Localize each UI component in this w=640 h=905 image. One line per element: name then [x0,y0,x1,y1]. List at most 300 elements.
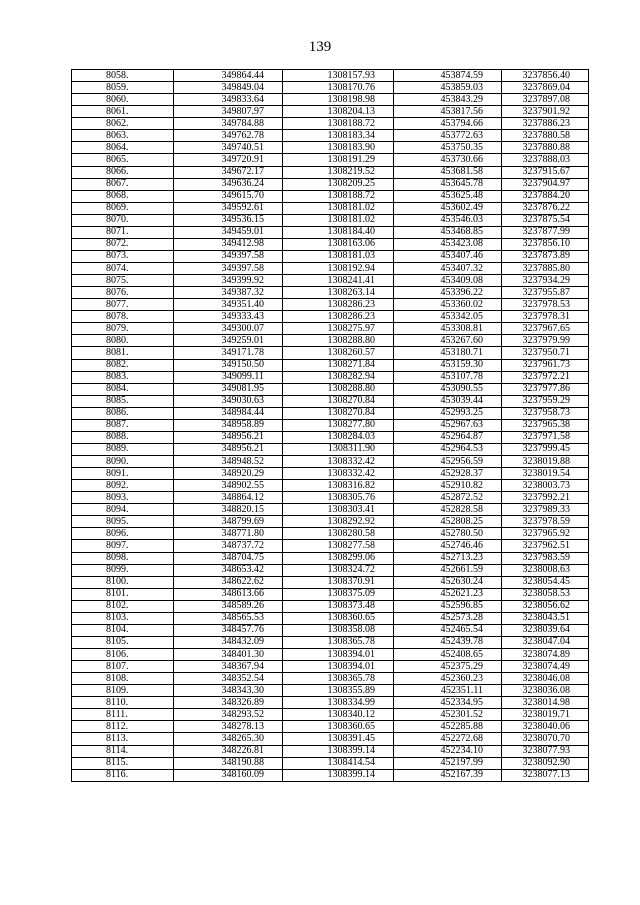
point-number-cell: 8083. [72,371,174,383]
coord-value-cell: 349784.88 [174,118,283,130]
table-row [72,299,589,311]
table-row [72,407,589,419]
point-number-cell: 8074. [72,263,174,275]
table-row [72,697,589,709]
coord-value-cell: 453602.49 [394,202,502,214]
coord-value-cell: 3237884.20 [502,190,589,202]
coord-value-cell: 348352.54 [174,673,283,685]
coord-value-cell: 1308286.23 [283,311,394,323]
point-number-cell: 8059. [72,82,174,94]
coord-value-cell: 349849.04 [174,82,283,94]
coord-value-cell: 349030.63 [174,395,283,407]
table-row [72,649,589,661]
coord-value-cell: 1308286.23 [283,299,394,311]
point-number-cell: 8102. [72,600,174,612]
coord-value-cell: 3237869.04 [502,82,589,94]
coord-value-cell: 452780.50 [394,528,502,540]
table-row [72,516,589,528]
coord-value-cell: 1308332.42 [283,456,394,468]
point-number-cell: 8108. [72,673,174,685]
coord-value-cell: 3238058.53 [502,588,589,600]
point-number-cell: 8110. [72,697,174,709]
table-row [72,588,589,600]
table-row [72,431,589,443]
coord-value-cell: 453817.56 [394,106,502,118]
coord-value-cell: 348190.88 [174,757,283,769]
table-row [72,142,589,154]
coord-value-cell: 3237978.31 [502,311,589,323]
coord-value-cell: 3238039.64 [502,624,589,636]
coord-value-cell: 452272.68 [394,733,502,745]
coord-value-cell: 1308184.40 [283,226,394,238]
point-number-cell: 8065. [72,154,174,166]
coord-value-cell: 348920.29 [174,468,283,480]
coord-value-cell: 452630.24 [394,576,502,588]
point-number-cell: 8066. [72,166,174,178]
coord-value-cell: 3237965.38 [502,419,589,431]
coord-value-cell: 1308288.80 [283,383,394,395]
coord-value-cell: 1308241.41 [283,275,394,287]
coord-value-cell: 1308334.99 [283,697,394,709]
point-number-cell: 8092. [72,480,174,492]
point-number-cell: 8081. [72,347,174,359]
coord-value-cell: 1308332.42 [283,468,394,480]
coord-value-cell: 452439.78 [394,636,502,648]
coord-value-cell: 349864.44 [174,70,283,82]
coord-value-cell: 3237955.87 [502,287,589,299]
coord-value-cell: 453407.32 [394,263,502,275]
coord-value-cell: 3237978.53 [502,299,589,311]
coord-value-cell: 3238047.04 [502,636,589,648]
table-row [72,250,589,262]
coord-value-cell: 349333.43 [174,311,283,323]
point-number-cell: 8113. [72,733,174,745]
table-row [72,685,589,697]
point-number-cell: 8071. [72,226,174,238]
coord-value-cell: 1308292.92 [283,516,394,528]
point-number-cell: 8067. [72,178,174,190]
point-number-cell: 8075. [72,275,174,287]
table-row [72,443,589,455]
point-number-cell: 8099. [72,564,174,576]
coord-value-cell: 1308394.01 [283,661,394,673]
point-number-cell: 8076. [72,287,174,299]
point-number-cell: 8069. [72,202,174,214]
coord-value-cell: 453874.59 [394,70,502,82]
coord-value-cell: 3238008.63 [502,564,589,576]
coord-value-cell: 3237983.59 [502,552,589,564]
table-row [72,287,589,299]
table-row [72,347,589,359]
coord-value-cell: 1308324.72 [283,564,394,576]
coord-value-cell: 3237989.33 [502,504,589,516]
coord-value-cell: 1308270.84 [283,407,394,419]
point-number-cell: 8098. [72,552,174,564]
coord-value-cell: 3237880.88 [502,142,589,154]
coord-value-cell: 349615.70 [174,190,283,202]
coord-value-cell: 452334.95 [394,697,502,709]
coord-value-cell: 349399.92 [174,275,283,287]
coord-value-cell: 1308157.93 [283,70,394,82]
coord-value-cell: 452808.25 [394,516,502,528]
coord-value-cell: 452713.23 [394,552,502,564]
coord-value-cell: 3237915.67 [502,166,589,178]
point-number-cell: 8061. [72,106,174,118]
coord-value-cell: 3238014.98 [502,697,589,709]
coord-value-cell: 3238070.70 [502,733,589,745]
coord-value-cell: 452964.87 [394,431,502,443]
coord-value-cell: 1308360.65 [283,721,394,733]
point-number-cell: 8094. [72,504,174,516]
coord-value-cell: 1308275.97 [283,323,394,335]
coord-value-cell: 453772.63 [394,130,502,142]
coord-value-cell: 1308316.82 [283,480,394,492]
coord-value-cell: 3237962.51 [502,540,589,552]
coord-value-cell: 3237885.80 [502,263,589,275]
coord-value-cell: 3237978.59 [502,516,589,528]
coord-value-cell: 453090.55 [394,383,502,395]
coord-value-cell: 3237886.23 [502,118,589,130]
coord-value-cell: 453267.60 [394,335,502,347]
coord-value-cell: 453468.85 [394,226,502,238]
coord-value-cell: 3237992.21 [502,492,589,504]
coord-value-cell: 3237856.40 [502,70,589,82]
table-row [72,576,589,588]
coord-value-cell: 453423.08 [394,238,502,250]
point-number-cell: 8078. [72,311,174,323]
coord-value-cell: 348457.76 [174,624,283,636]
point-number-cell: 8107. [72,661,174,673]
coord-value-cell: 453159.30 [394,359,502,371]
coord-value-cell: 1308181.02 [283,214,394,226]
table-row [72,359,589,371]
coord-value-cell: 453180.71 [394,347,502,359]
table-row [72,528,589,540]
coord-value-cell: 348343.30 [174,685,283,697]
point-number-cell: 8062. [72,118,174,130]
coord-value-cell: 349536.15 [174,214,283,226]
point-number-cell: 8109. [72,685,174,697]
coord-value-cell: 1308192.94 [283,263,394,275]
coord-value-cell: 349762.78 [174,130,283,142]
coord-value-cell: 349397.58 [174,250,283,262]
coord-value-cell: 453859.03 [394,82,502,94]
point-number-cell: 8060. [72,94,174,106]
table-row [72,624,589,636]
coord-value-cell: 3238019.54 [502,468,589,480]
coord-value-cell: 3238054.45 [502,576,589,588]
coord-value-cell: 453546.03 [394,214,502,226]
table-row [72,238,589,250]
coord-value-cell: 1308365.78 [283,636,394,648]
table-row [72,480,589,492]
coord-value-cell: 349807.97 [174,106,283,118]
coord-value-cell: 1308399.14 [283,769,394,781]
point-number-cell: 8063. [72,130,174,142]
page-number: 139 [308,39,332,55]
point-number-cell: 8068. [72,190,174,202]
point-number-cell: 8089. [72,443,174,455]
table-row [72,214,589,226]
coord-value-cell: 453843.29 [394,94,502,106]
table-row [72,383,589,395]
coord-value-cell: 453681.58 [394,166,502,178]
coord-value-cell: 1308181.02 [283,202,394,214]
table-row [72,552,589,564]
table-row [72,178,589,190]
table-row [72,82,589,94]
coord-value-cell: 349259.01 [174,335,283,347]
coord-value-cell: 1308365.78 [283,673,394,685]
table-row [72,311,589,323]
coord-value-cell: 452956.59 [394,456,502,468]
coord-value-cell: 453407.46 [394,250,502,262]
table-row [72,636,589,648]
table-row [72,226,589,238]
coord-value-cell: 453360.02 [394,299,502,311]
coord-value-cell: 452910.82 [394,480,502,492]
table-row [72,323,589,335]
coord-value-cell: 453308.81 [394,323,502,335]
table-row [72,661,589,673]
coord-value-cell: 1308183.90 [283,142,394,154]
table-row [72,70,589,82]
point-number-cell: 8090. [72,456,174,468]
point-number-cell: 8114. [72,745,174,757]
point-number-cell: 8115. [72,757,174,769]
coord-value-cell: 3237959.29 [502,395,589,407]
coord-value-cell: 3238074.89 [502,649,589,661]
point-number-cell: 8111. [72,709,174,721]
coord-value-cell: 1308311.90 [283,443,394,455]
coord-value-cell: 3237971.58 [502,431,589,443]
coord-value-cell: 349387.32 [174,287,283,299]
table-row [72,94,589,106]
coord-value-cell: 3238019.88 [502,456,589,468]
coord-value-cell: 348948.52 [174,456,283,468]
coord-value-cell: 453730.66 [394,154,502,166]
table-row [72,166,589,178]
coord-value-cell: 1308163.06 [283,238,394,250]
table-row [72,263,589,275]
coord-value-cell: 3237979.99 [502,335,589,347]
coord-value-cell: 1308181.03 [283,250,394,262]
point-number-cell: 8086. [72,407,174,419]
point-number-cell: 8070. [72,214,174,226]
coord-value-cell: 348367.94 [174,661,283,673]
coord-value-cell: 348864.12 [174,492,283,504]
coord-value-cell: 1308191.29 [283,154,394,166]
point-number-cell: 8093. [72,492,174,504]
table-row [72,612,589,624]
table-row [72,600,589,612]
table-row [72,456,589,468]
coord-value-cell: 453750.35 [394,142,502,154]
coord-value-cell: 3237967.65 [502,323,589,335]
point-number-cell: 8104. [72,624,174,636]
coord-value-cell: 348432.09 [174,636,283,648]
point-number-cell: 8097. [72,540,174,552]
coord-value-cell: 1308209.25 [283,178,394,190]
point-number-cell: 8096. [72,528,174,540]
coord-value-cell: 349099.11 [174,371,283,383]
point-number-cell: 8058. [72,70,174,82]
coord-value-cell: 452465.54 [394,624,502,636]
coord-value-cell: 3238056.62 [502,600,589,612]
coord-value-cell: 349720.91 [174,154,283,166]
coord-value-cell: 349636.24 [174,178,283,190]
coord-value-cell: 349740.51 [174,142,283,154]
coord-value-cell: 1308305.76 [283,492,394,504]
coord-value-cell: 348820.15 [174,504,283,516]
coord-value-cell: 348293.52 [174,709,283,721]
coord-value-cell: 1308399.14 [283,745,394,757]
coord-value-cell: 1308355.89 [283,685,394,697]
coord-value-cell: 3238046.08 [502,673,589,685]
coord-value-cell: 3237961.73 [502,359,589,371]
coord-value-cell: 1308370.91 [283,576,394,588]
coord-value-cell: 3237934.29 [502,275,589,287]
coord-value-cell: 1308188.72 [283,118,394,130]
point-number-cell: 8095. [72,516,174,528]
coord-value-cell: 1308340.12 [283,709,394,721]
coord-value-cell: 349592.61 [174,202,283,214]
coord-value-cell: 452967.63 [394,419,502,431]
coord-value-cell: 452167.39 [394,769,502,781]
coord-value-cell: 452285.88 [394,721,502,733]
coord-value-cell: 348771.80 [174,528,283,540]
table-row [72,202,589,214]
coord-value-cell: 1308277.80 [283,419,394,431]
table-row [72,733,589,745]
coord-value-cell: 1308198.98 [283,94,394,106]
coord-value-cell: 349459.01 [174,226,283,238]
table-row [72,118,589,130]
table-row [72,504,589,516]
coord-value-cell: 453794.66 [394,118,502,130]
point-number-cell: 8112. [72,721,174,733]
coord-value-cell: 1308375.09 [283,588,394,600]
coord-value-cell: 348737.72 [174,540,283,552]
table-row [72,540,589,552]
point-number-cell: 8073. [72,250,174,262]
coord-value-cell: 453396.22 [394,287,502,299]
coord-value-cell: 1308373.48 [283,600,394,612]
coord-value-cell: 3237873.89 [502,250,589,262]
coord-value-cell: 348799.69 [174,516,283,528]
point-number-cell: 8105. [72,636,174,648]
table-row [72,492,589,504]
coord-value-cell: 1308183.34 [283,130,394,142]
table-row [72,769,589,781]
coord-value-cell: 348956.21 [174,443,283,455]
coord-value-cell: 1308284.03 [283,431,394,443]
table-row [72,709,589,721]
point-number-cell: 8106. [72,649,174,661]
table-row [72,468,589,480]
coord-value-cell: 453645.78 [394,178,502,190]
coord-value-cell: 349171.78 [174,347,283,359]
point-number-cell: 8087. [72,419,174,431]
coord-value-cell: 453625.48 [394,190,502,202]
coord-value-cell: 452746.46 [394,540,502,552]
coord-value-cell: 1308303.41 [283,504,394,516]
point-number-cell: 8084. [72,383,174,395]
point-number-cell: 8079. [72,323,174,335]
table-row [72,335,589,347]
coord-value-cell: 1308358.08 [283,624,394,636]
point-number-cell: 8103. [72,612,174,624]
coord-value-cell: 3238003.73 [502,480,589,492]
coord-value-cell: 3237999.45 [502,443,589,455]
coord-value-cell: 453409.08 [394,275,502,287]
coord-value-cell: 1308219.52 [283,166,394,178]
table-row [72,275,589,287]
coord-value-cell: 348984.44 [174,407,283,419]
coord-value-cell: 453039.44 [394,395,502,407]
coord-value-cell: 3238074.49 [502,661,589,673]
coord-value-cell: 453342.05 [394,311,502,323]
table-row [72,190,589,202]
coord-value-cell: 349150.50 [174,359,283,371]
coord-value-cell: 349672.17 [174,166,283,178]
coord-value-cell: 452596.85 [394,600,502,612]
coord-value-cell: 1308204.13 [283,106,394,118]
coord-value-cell: 1308299.06 [283,552,394,564]
point-number-cell: 8100. [72,576,174,588]
coord-value-cell: 452964.53 [394,443,502,455]
coord-value-cell: 1308280.58 [283,528,394,540]
coord-value-cell: 1308414.54 [283,757,394,769]
coord-value-cell: 452661.59 [394,564,502,576]
coord-value-cell: 348401.30 [174,649,283,661]
point-number-cell: 8064. [72,142,174,154]
point-number-cell: 8072. [72,238,174,250]
coord-value-cell: 349397.58 [174,263,283,275]
table-row [72,154,589,166]
coord-value-cell: 3237972.21 [502,371,589,383]
coord-value-cell: 3238092.90 [502,757,589,769]
coord-value-cell: 349300.07 [174,323,283,335]
coord-value-cell: 3238040.06 [502,721,589,733]
point-number-cell: 8101. [72,588,174,600]
coord-value-cell: 3237888.03 [502,154,589,166]
coord-value-cell: 348956.21 [174,431,283,443]
coord-value-cell: 3238043.51 [502,612,589,624]
point-number-cell: 8116. [72,769,174,781]
coord-value-cell: 3237875.54 [502,214,589,226]
coord-value-cell: 452621.23 [394,588,502,600]
coord-value-cell: 452351.11 [394,685,502,697]
coord-value-cell: 452828.58 [394,504,502,516]
table-row [72,419,589,431]
coord-value-cell: 3238077.93 [502,745,589,757]
coord-value-cell: 452234.10 [394,745,502,757]
coord-value-cell: 1308391.45 [283,733,394,745]
coord-value-cell: 452993.25 [394,407,502,419]
coord-value-cell: 452573.28 [394,612,502,624]
coord-value-cell: 3237965.92 [502,528,589,540]
coordinates-table-body [72,70,589,782]
coord-value-cell: 3238077.13 [502,769,589,781]
coord-value-cell: 1308277.58 [283,540,394,552]
coord-value-cell: 1308282.94 [283,371,394,383]
coord-value-cell: 3238019.71 [502,709,589,721]
coord-value-cell: 348565.53 [174,612,283,624]
coord-value-cell: 3237856.10 [502,238,589,250]
coord-value-cell: 3237977.86 [502,383,589,395]
coord-value-cell: 452197.99 [394,757,502,769]
